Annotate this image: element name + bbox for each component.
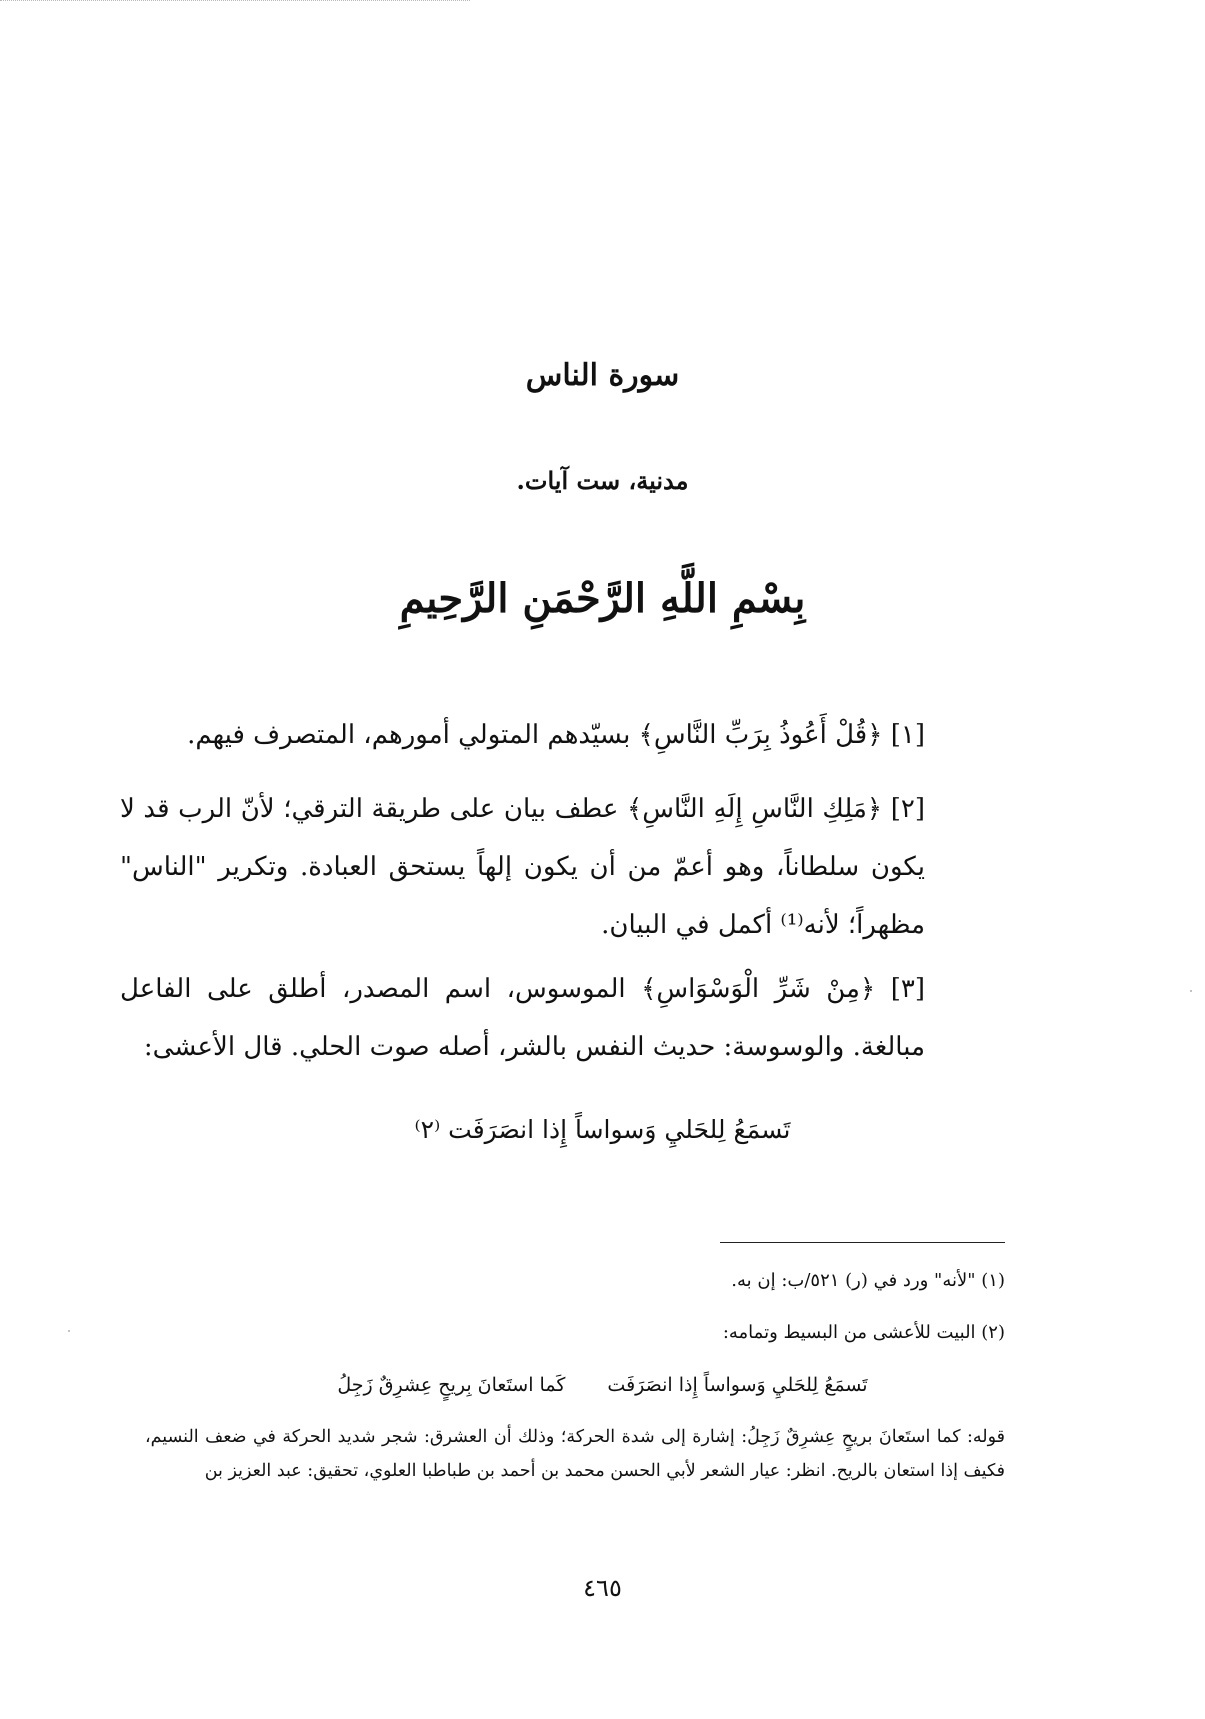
footnote-verse: [0, 1374, 1205, 1396]
footnote-commentary: قوله: كما استَعانَ بريحٍ عِشرِقٌ زَجِلُ: إشارة إلى شدة الحركة؛ وذلك أن العشرق: شجر شديد الحركة في ضعف النسيم، فكيف إذا استعان بالريح. انظر: عيار الشعر لأبي الحسن محمد بن أحمد بن طباطبا العلوي، تحقيق: عبد العزيز بن: [145, 1427, 1005, 1481]
footnote-separator: [720, 1242, 1005, 1243]
commentary-paragraph-1: [١] ﴿قُلْ أَعُوذُ بِرَبِّ النَّاسِ﴾ بسيّدهم المتولي أمورهم، المتصرف فيهم.: [187, 720, 925, 750]
scan-edge-mark: [0, 0, 470, 3]
scan-speck: [1190, 990, 1192, 992]
footnote-verse-second-hemistich: كَما استَعانَ بِريحٍ عِشرِقٌ زَجِلُ: [337, 1374, 566, 1396]
surah-info: مدنية، ست آيات.: [516, 466, 689, 495]
poetry-verse: تَسمَعُ لِلحَليِ وَسواساً إِذا انصَرَفَت ⁽٢⁾: [414, 1115, 791, 1144]
commentary-paragraph-2: [٢] ﴿مَلِكِ النَّاسِ إِلَهِ النَّاسِ﴾ عطف بيان على طريقة الترقي؛ لأنّ الرب قد لا يكون سلطاناً، وهو أعمّ من أن يكون إلهاً يستحق العبادة. وتكرير "الناس" مظهراً؛ لأنه⁽¹⁾ أكمل في البيان.: [120, 794, 925, 940]
commentary-paragraph-3: [٣] ﴿مِنْ شَرِّ الْوَسْوَاسِ﴾ الموسوس، اسم المصدر، أطلق على الفاعل مبالغة. والوسوسة: حديث النفس بالشر، أصله صوت الحلي. قال الأعشى:: [120, 974, 925, 1062]
surah-title: سورة الناس: [525, 358, 680, 393]
scan-speck: [68, 1330, 70, 1332]
page-number: ٤٦٥: [583, 1574, 622, 1602]
footnote-verse-first-hemistich: تَسمَعُ لِلحَليِ وَسواساً إِذا انصَرَفَت: [607, 1374, 868, 1396]
footnote-1: (١) "لأنه" ورد في (ر) ٥٢١/ب: إن به.: [731, 1270, 1005, 1291]
basmala: بِسْمِ اللَّهِ الرَّحْمَنِ الرَّحِيمِ: [399, 575, 806, 622]
footnote-2: (٢) البيت للأعشى من البسيط وتمامه:: [722, 1322, 1005, 1343]
